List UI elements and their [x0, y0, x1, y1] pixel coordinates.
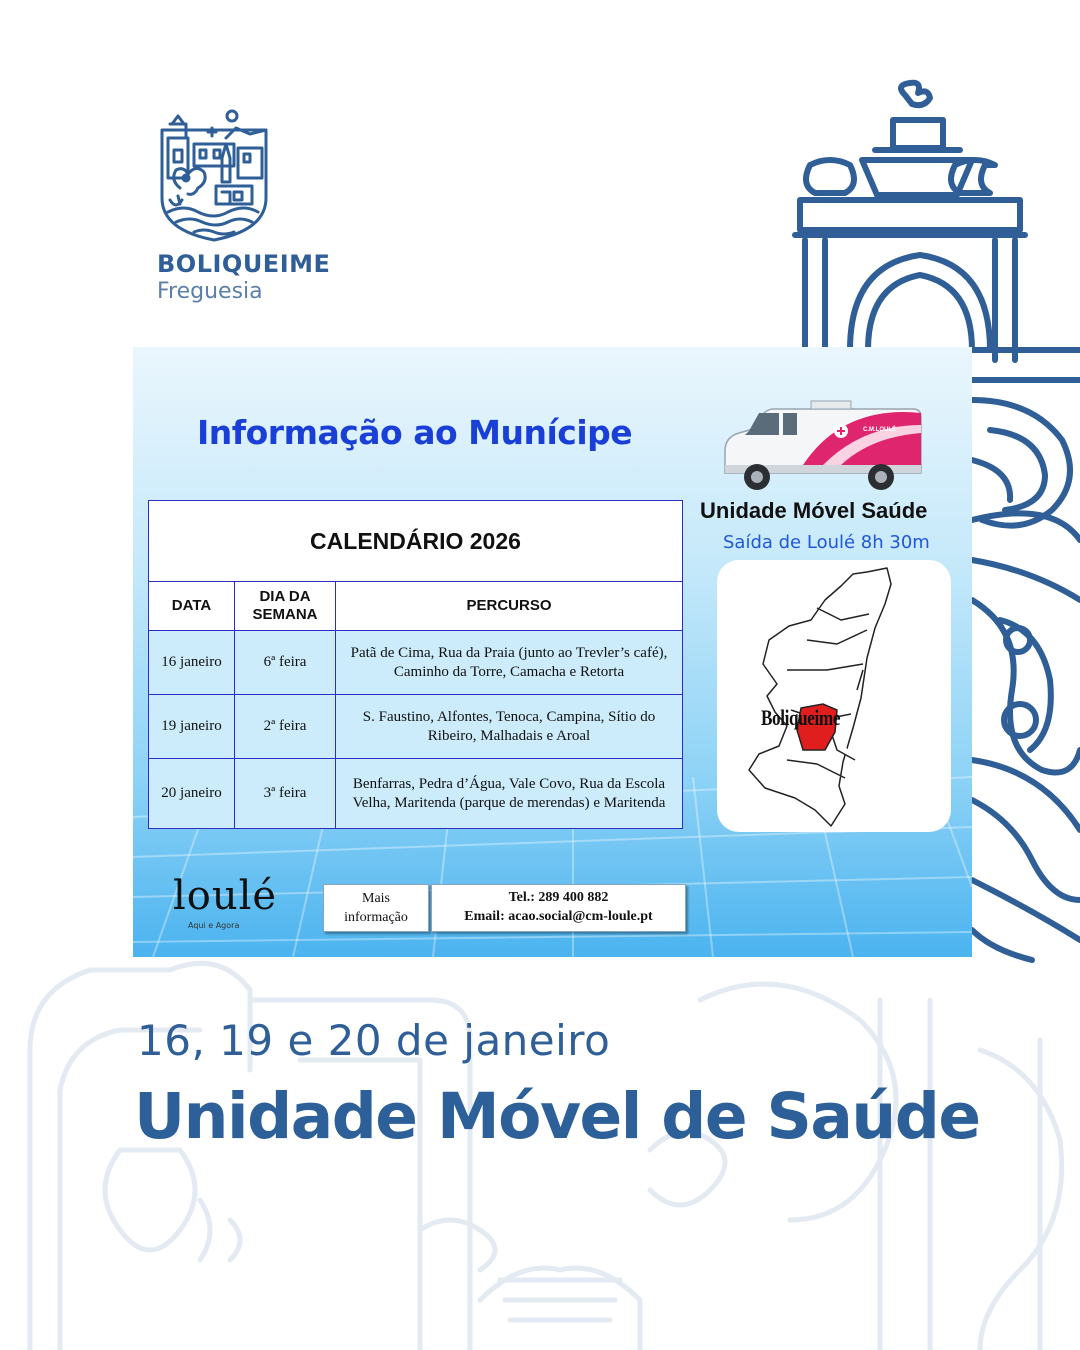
loule-tagline: Aqui e Agora [188, 921, 240, 930]
departure-time: Saída de Loulé 8h 30m [723, 532, 930, 553]
brand-subtitle: Freguesia [157, 279, 263, 304]
header-weekday-text: DIA DA SEMANA [252, 588, 318, 623]
row-date: 16 janeiro [149, 631, 235, 695]
loule-logo: loulé [173, 873, 278, 919]
row-route [336, 759, 683, 829]
calendar-title: CALENDÁRIO 2026 [149, 501, 683, 582]
header-date: DATA [149, 582, 235, 631]
brand-name: BOLIQUEIME [157, 250, 331, 278]
info-panel [133, 347, 972, 957]
row-route [336, 631, 683, 695]
more-info-text: Mais informação [344, 891, 408, 925]
row-date: 19 janeiro [149, 695, 235, 759]
row-weekday: 6ª feira [235, 631, 336, 695]
contact-box [431, 884, 686, 932]
map-card [717, 560, 951, 832]
header-weekday [235, 582, 336, 631]
unit-title: Unidade Móvel Saúde [700, 498, 928, 523]
row-weekday: 2ª feira [235, 695, 336, 759]
more-info-label [323, 884, 429, 932]
header-route: PERCURSO [336, 582, 683, 631]
calendar-table [148, 500, 683, 829]
row-weekday: 3ª feira [235, 759, 336, 829]
contact-phone: Tel.: 289 400 882 [508, 890, 609, 905]
event-dates: 16, 19 e 20 de janeiro [137, 1016, 611, 1065]
mobile-health-van-icon [713, 395, 927, 499]
table-row [149, 695, 683, 759]
panel-title: Informação ao Munícipe [197, 413, 633, 452]
boliqueime-crest-logo [156, 108, 336, 248]
map-location-label: Boliqueime [761, 705, 841, 730]
contact-email: Email: acao.social@cm-loule.pt [464, 909, 653, 924]
row-date: 20 janeiro [149, 759, 235, 829]
row-route [336, 695, 683, 759]
van-brand-text: C.M.LOULÉ [863, 427, 896, 433]
main-title: Unidade Móvel de Saúde [134, 1080, 980, 1153]
table-row [149, 631, 683, 695]
row-route-text: Patã de Cima, Rua da Praia (junto ao Trevler’s café), Caminho da Torre, Camacha e Retorta [350, 644, 668, 680]
municipality-map [717, 560, 951, 832]
table-row [149, 759, 683, 829]
row-route-text: Benfarras, Pedra d’Água, Vale Covo, Rua da Escola Velha, Maritenda (parque de merendas) e Maritenda [352, 775, 666, 811]
row-route-text: S. Faustino, Alfontes, Tenoca, Campina, Sítio do Ribeiro, Malhadais e Aroal [362, 708, 656, 744]
